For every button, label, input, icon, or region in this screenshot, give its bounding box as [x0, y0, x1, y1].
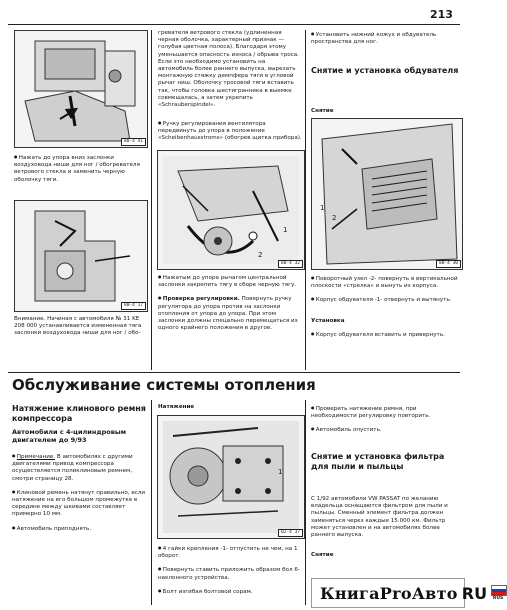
col2-steps-adjustment [158, 273, 302, 337]
figure-air-duct-lever [14, 30, 148, 148]
col3-install-step: ● Корпус обдувателя вставить и привернуть. [311, 330, 459, 344]
subheading-installation: Установка [311, 318, 345, 324]
subheading-removal: Снятие [311, 108, 334, 114]
col2-tension-steps: ● 4 гайки крепления -1- отпустить не чем, на 1 оборот. ● Повернуть ставить приложить образом бол 6-наклонного устройства. ● Болт изгибая болтовой сорам. [158, 544, 302, 601]
subheading-tension: Натяжение [158, 404, 195, 410]
step-raise-car: ● Автомобиль приподнять. [12, 524, 148, 533]
col3-removal-steps: ● Поворотный узел -2- повернуть в вертикальной плоскости «стрелка» и вынуть из корпуса. ● Корпус обдувателя -1- отвернуть и вытянуть. [311, 274, 459, 310]
col2-blower-switch-text: ● Ручку регулирования вентилятора передвинуть до упора в положение «Scheibenhausstroms» (обогрев щитка прибора). [158, 119, 302, 148]
russian-flag-icon [491, 585, 507, 596]
callout-1: 1 [283, 226, 288, 234]
duct-assembly-illustration [15, 201, 147, 311]
heading-pollen-filter: Снятие и установка фильтра для пыли и пыльцы [311, 452, 445, 471]
watermark-logo [311, 578, 504, 608]
col3-check-steps: ● Проверить натяжение ремня, при необходимости регулировку повторить. ● Автомобиль опустить. [311, 404, 459, 440]
callout-1: 1 [320, 204, 325, 212]
page-number: 213 [430, 8, 453, 21]
col3-install-cover: ● Установить нижний кожух и обдуватель пространства для ног. [311, 30, 459, 51]
figure-label: 80-4 32 [278, 260, 303, 268]
step-central-flap: ● Нажатым до упора рычагом центральной заслонки закрепить тягу в сборе черную тягу. [158, 273, 302, 289]
duct-lever-illustration [15, 31, 147, 147]
vent-housing-illustration [312, 119, 462, 269]
callout-2: 2 [258, 251, 263, 259]
col1-step-press-lever: ● Нажать до упора вниз заслонки воздуховода ниши для ног / обогревателя ветрового стекла и заменить черную оболочку тяги. [14, 153, 146, 189]
logo-domain: RU [461, 583, 488, 603]
col-divider-4 [305, 400, 306, 605]
figure-duct-assembly [14, 200, 148, 312]
step-belt-check: ● Клиновой ремень натянут правильно, если натяжение на его большом промежутке в середине между шкивами составляет примерно 10 мм. [12, 488, 148, 519]
step-check-adjustment: ● Проверка регулировки. Повернуть ручку регулятора до упора против на заслонки отопления от упора до упора. При этом заслонки должны спецально перемещаться из одного крайнего положения в другое. [158, 294, 302, 332]
figure-label: 80-4 17 [121, 302, 146, 310]
callout-1: 1 [278, 468, 283, 476]
figure-compressor [157, 415, 305, 539]
callout-2: 2 [332, 214, 337, 222]
col3-filter-text: С 1/92 автомобили VW PASSAT по желанию владельца оснащаются фильтром для пыли и пыльцы. Сменный элемент фильтра должен заменяться через каждые 15.000 км. Фильтр может установлен и на автомобилях более раннего выпуска. [311, 496, 448, 539]
col1-note-vehicle-number: Внимание. Начиная с автомобиля № 31 KE 208 000 устанавливается измененная тяга заслонки воздуховода ниши для ног / обо- [14, 316, 142, 337]
note-poly-belt: ● Примечание. В автомобилях с другими двигателями привод компрессора осуществляется поликлиновым ремнем, смотри страницу 28. [12, 452, 148, 483]
section-rule [8, 372, 460, 373]
col-divider-3 [151, 400, 152, 605]
logo-name: КнигаProАвто [320, 583, 458, 603]
figure-label: 02-4 37 [278, 529, 303, 537]
cable-flap-illustration [158, 151, 304, 269]
figure-vent-housing [311, 118, 463, 270]
subheading-filter-removal: Снятие [311, 552, 334, 558]
figure-label: 80-4 41 [121, 138, 146, 146]
logo-flag-block [489, 585, 507, 601]
col2-cable-text: гревателя ветрового стекла (удлиненная черная оболочка, характерный признак — голубая цветная полоса). Благодаря этому уменьшается опасность износа / обрыва троса. Если это необходимо установить на автомобиль более раннего выпуска, вырезать монтажную стяжку демпфера тяги в угловой рычаг ниш. Оболочку тросовой тяги вставить так, чтобы головка шестигранника в выемке совмещалась, а затем укрепить «Schrauberspindel». [158, 30, 299, 109]
col-divider-1 [151, 30, 152, 370]
col1-belt-note [12, 452, 148, 538]
logo-country: RUS [492, 596, 504, 601]
col-divider-2 [305, 30, 306, 370]
header-rule [8, 24, 460, 25]
subheading-engine: Автомобили с 4-цилиндровым двигателем до 9/93 [12, 428, 127, 444]
figure-cable-flap-mechanism [157, 150, 305, 270]
figure-label: 80-4 30 [436, 260, 461, 268]
heading-belt-tension: Натяжение клинового ремня компрессора [12, 404, 146, 423]
heading-vent-removal: Снятие и установка обдувателя [311, 66, 459, 75]
compressor-illustration [158, 416, 304, 538]
section-title: Обслуживание системы отопления [12, 376, 316, 394]
